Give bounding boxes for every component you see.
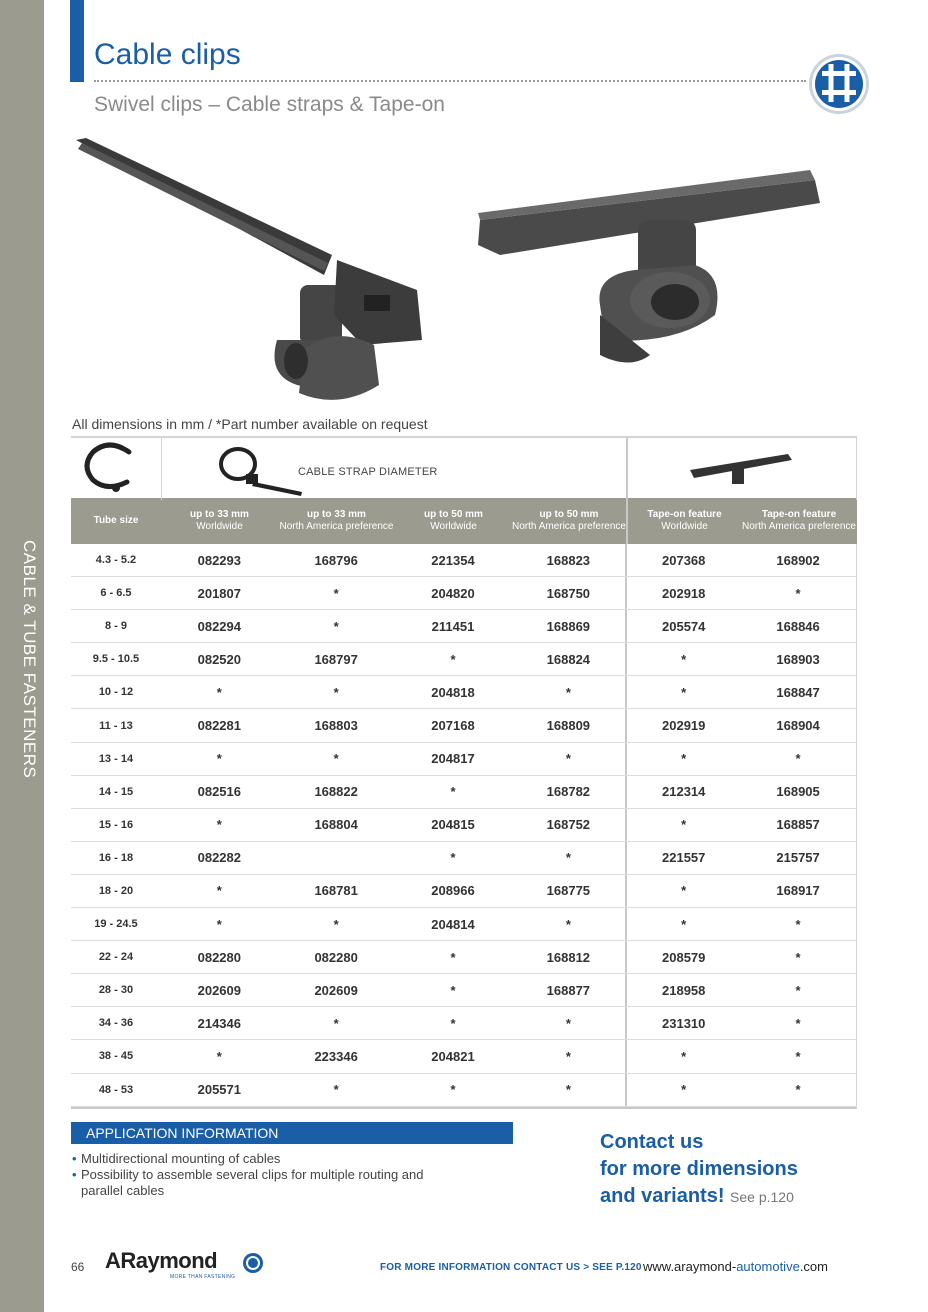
table-icon-row [71,436,857,498]
header-col-3: up to 50 mm Worldwide [424,509,483,532]
part-number-cell: * [565,850,571,866]
table-row [71,1074,856,1107]
part-number-cell: 168869 [546,618,591,634]
part-number-cell: 082520 [197,651,241,667]
part-number-cell: 082282 [197,850,241,866]
header-col-5: Tape-on feature Worldwide [626,498,741,544]
part-number-cell: 207168 [431,718,475,734]
part-number-cell: * [625,643,740,675]
part-number-cell: 221557 [625,842,740,874]
part-number-cell: 168847 [776,684,820,700]
part-number-cell: * [333,1015,339,1031]
tube-size-cell: 38 - 45 [98,1050,134,1063]
part-number-cell: 082281 [197,718,241,734]
part-number-cell: * [333,916,339,932]
part-number-cell: * [795,1048,801,1064]
header-tube-size: Tube size [93,515,139,526]
part-number-cell: * [333,618,339,634]
tape-on-clip-image [470,165,830,390]
title-divider [94,80,806,82]
header-col-4: up to 50 mm North America preference [512,509,626,532]
part-number-cell: 168824 [546,651,591,667]
part-number-cell: 168902 [776,552,820,568]
contact-line-3: and variants! [600,1185,725,1207]
araymond-logo [105,1248,275,1284]
tube-size-cell: 4.3 - 5.2 [95,554,137,567]
title-accent-bar [70,0,84,82]
tube-size-cell: 8 - 9 [104,620,127,633]
tube-size-cell: 14 - 15 [98,785,134,798]
table-row [71,610,856,643]
part-number-cell: 208966 [431,883,475,899]
part-number-cell: 231310 [625,1007,740,1039]
footer-contact-link[interactable]: FOR MORE INFORMATION CONTACT US > SEE P.120 [380,1262,642,1273]
tube-size-cell: 22 - 24 [98,951,134,964]
contact-see-page: See p.120 [730,1189,794,1205]
table-body [71,544,857,1109]
part-number-cell: 212314 [625,776,740,808]
table-row [71,743,856,776]
swivel-clip-icon [71,438,161,500]
part-number-cell: 082293 [197,552,241,568]
page-title: Cable clips [94,38,241,71]
logo-emblem-icon [242,1252,264,1274]
table-row [71,1007,856,1040]
table-row [71,577,856,610]
part-number-cell: 208579 [625,941,740,973]
clip-icon-cell [71,438,161,500]
part-number-cell: 202609 [314,982,358,998]
contact-callout [600,1129,798,1211]
part-number-cell: 082516 [197,784,241,800]
part-number-cell: 218958 [625,974,740,1006]
part-number-cell: * [216,883,222,899]
tube-size-cell: 16 - 18 [98,851,134,864]
tape-on-clip-icon [688,452,798,486]
part-number-cell: 168877 [546,982,591,998]
table-row [71,974,856,1007]
part-number-table [71,436,857,1109]
part-number-cell: 168781 [314,883,358,899]
part-number-cell: 204818 [431,684,475,700]
tube-size-cell: 18 - 20 [98,884,134,897]
part-number-cell: * [216,1048,222,1064]
part-number-cell: * [333,751,339,767]
part-number-cell: * [333,684,339,700]
part-number-cell: 207368 [625,544,740,576]
part-number-cell: 168750 [546,585,591,601]
tube-size-cell: 48 - 53 [98,1083,134,1096]
strap-group-label: CABLE STRAP DIAMETER [298,466,438,478]
tube-size-cell: 13 - 14 [98,752,134,765]
table-row [71,809,856,842]
dimensions-note: All dimensions in mm / *Part number available on request [72,416,428,432]
part-number-cell: * [450,982,456,998]
cable-strap-group [161,438,626,500]
table-header [71,498,857,544]
part-number-cell: 204820 [431,585,475,601]
logo-wordmark: ARaymond [105,1248,218,1273]
table-row [71,643,856,676]
part-number-cell: * [450,1015,456,1031]
part-number-cell: 221354 [431,552,475,568]
part-number-cell: * [795,1015,801,1031]
part-number-cell: 168904 [776,718,820,734]
part-number-cell: * [450,949,456,965]
part-number-cell: * [565,1048,571,1064]
table-row [71,1040,856,1073]
plus-plus-icon [808,53,870,115]
page-subtitle: Swivel clips – Cable straps & Tape-on [94,93,445,116]
part-number-cell: * [216,751,222,767]
part-number-cell: * [333,585,339,601]
footer-website-link[interactable]: www.araymond-automotive.com [643,1259,828,1274]
tube-size-cell: 34 - 36 [98,1017,134,1030]
part-number-cell: * [625,1040,740,1072]
part-number-cell: * [565,1082,571,1098]
part-number-cell: * [450,784,456,800]
page-number: 66 [71,1260,85,1274]
header-col-6: Tape-on feature North America preference [742,509,856,532]
part-number-cell: 204821 [431,1048,475,1064]
part-number-cell: 168857 [776,817,820,833]
tube-size-cell: 15 - 16 [98,818,134,831]
part-number-cell [278,842,395,874]
part-number-cell: * [565,751,571,767]
part-number-cell: 168823 [546,552,591,568]
tube-size-cell: 9.5 - 10.5 [92,653,140,666]
part-number-cell: 211451 [431,618,475,634]
logo-tagline: MORE THAN FASTENING [170,1274,236,1280]
part-number-cell: 082280 [314,949,358,965]
tube-size-cell: 11 - 13 [99,719,133,732]
part-number-cell: 082280 [197,949,241,965]
application-info-list [72,1151,432,1199]
part-number-cell: * [795,751,801,767]
part-number-cell: * [450,850,456,866]
part-number-cell: * [216,817,222,833]
part-number-cell: 168917 [776,883,820,899]
list-item: • Multidirectional mounting of cables [72,1151,432,1167]
header-col-1: up to 33 mm Worldwide [190,509,249,532]
part-number-cell: 202918 [625,577,740,609]
tube-size-cell: 19 - 24.5 [94,918,138,931]
part-number-cell: * [216,916,222,932]
list-item: • Possibility to assemble several clips for multiple routing and parallel cables [72,1167,432,1199]
table-row [71,776,856,809]
part-number-cell: * [450,1082,456,1098]
table-row [71,544,856,577]
part-number-cell: 168903 [776,651,820,667]
part-number-cell: * [795,1082,801,1098]
part-number-cell: 215757 [776,850,820,866]
contact-line-2: for more dimensions [600,1158,798,1180]
part-number-cell: * [625,809,740,841]
part-number-cell: 204814 [431,916,475,932]
part-number-cell: * [333,1082,339,1098]
part-number-cell: 168809 [546,718,591,734]
part-number-cell: 204817 [431,751,475,767]
header-col-2: up to 33 mm North America preference [279,509,394,532]
table-row [71,875,856,908]
part-number-cell: 168812 [546,949,591,965]
part-number-cell: 205571 [197,1082,241,1098]
part-number-cell: 168775 [546,883,591,899]
part-number-cell: 168822 [314,784,358,800]
part-number-cell: 204815 [431,817,475,833]
part-number-cell: 223346 [314,1048,358,1064]
table-row [71,842,856,875]
part-number-cell: * [795,585,801,601]
table-row [71,676,856,709]
part-number-cell: 168797 [314,651,358,667]
part-number-cell: 202609 [197,982,241,998]
part-number-cell: * [625,1074,740,1106]
part-number-cell: * [795,982,801,998]
part-number-cell: 082294 [197,618,241,634]
part-number-cell: * [795,949,801,965]
part-number-cell: 168752 [546,817,591,833]
part-number-cell: * [625,743,740,775]
part-number-cell: * [565,684,571,700]
part-number-cell: 214346 [197,1015,241,1031]
part-number-cell: * [216,684,222,700]
part-number-cell: 205574 [625,610,740,642]
tape-on-group [626,438,857,500]
contact-line-1: Contact us [600,1131,704,1153]
table-row [71,709,856,742]
tube-size-cell: 10 - 12 [98,686,134,699]
part-number-cell: * [565,1015,571,1031]
part-number-cell: * [625,676,740,708]
cable-strap-clip-image [72,135,432,410]
part-number-cell: 168846 [776,618,820,634]
tube-size-cell: 6 - 6.5 [100,587,132,600]
part-number-cell: * [625,875,740,907]
part-number-cell: * [450,651,456,667]
tube-size-cell: 28 - 30 [98,984,134,997]
application-info-header: APPLICATION INFORMATION [71,1122,513,1144]
part-number-cell: 168905 [776,784,820,800]
section-label: CABLE & TUBE FASTENERS [20,540,39,779]
part-number-cell: * [625,908,740,940]
part-number-cell: 168803 [314,718,358,734]
table-row [71,941,856,974]
cable-strap-icon [214,442,304,498]
part-number-cell: * [795,916,801,932]
part-number-cell: 168804 [314,817,358,833]
part-number-cell: 202919 [625,709,740,741]
table-row [71,908,856,941]
part-number-cell: 168796 [314,552,358,568]
part-number-cell: * [565,916,571,932]
part-number-cell: 201807 [197,585,241,601]
part-number-cell: 168782 [546,784,591,800]
